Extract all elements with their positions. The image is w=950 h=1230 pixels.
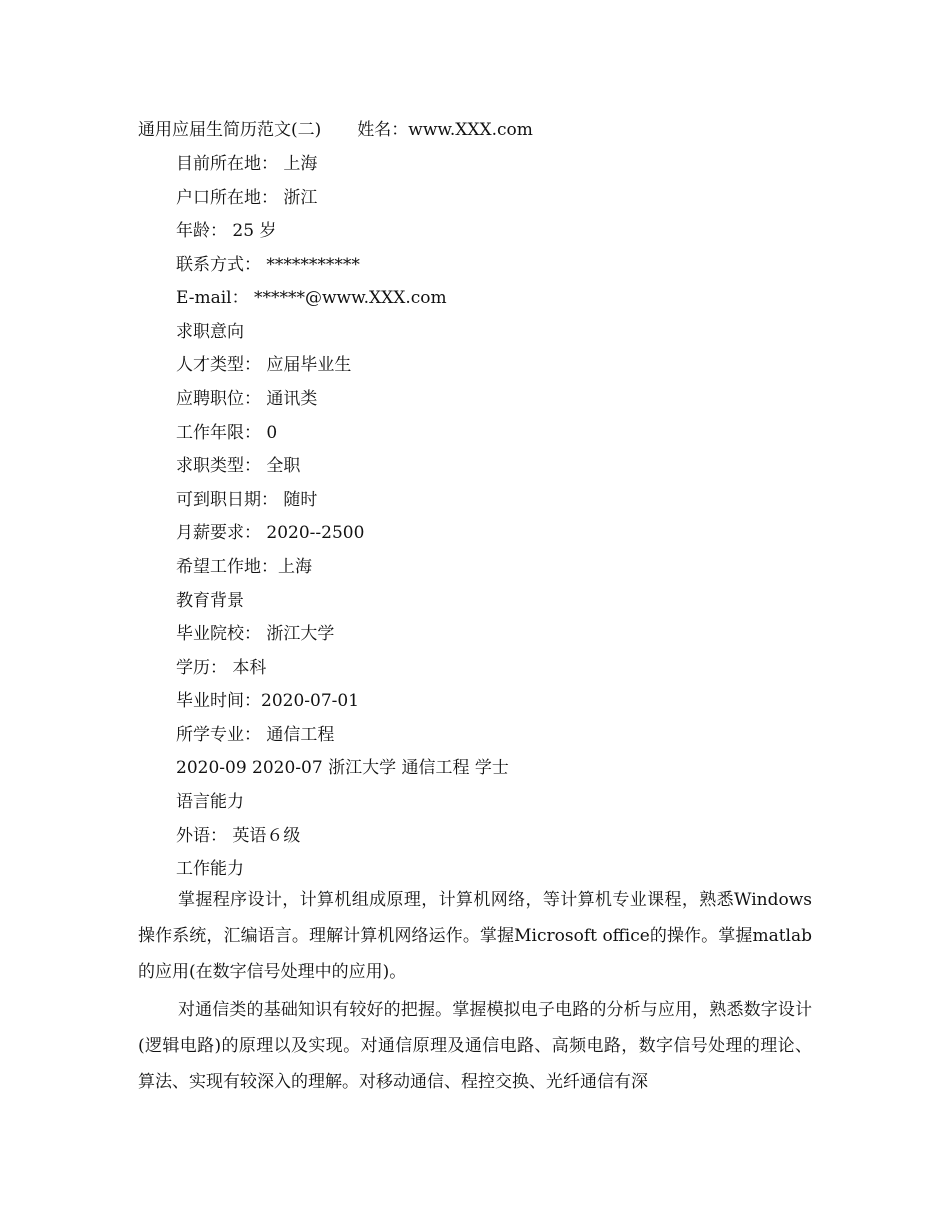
job-type: 求职类型： 全职 xyxy=(176,456,301,476)
contact: 联系方式： *********** xyxy=(176,255,360,275)
section-work-ability: 工作能力 xyxy=(176,859,244,879)
salary: 月薪要求： 2020--2500 xyxy=(176,523,365,543)
graduation-date: 毕业时间：2020-07-01 xyxy=(176,691,360,711)
document-title: 通用应届生简历范文(二) xyxy=(138,120,322,140)
education-record: 2020-09 2020-07 浙江大学 通信工程 学士 xyxy=(176,758,509,778)
start-date: 可到职日期： 随时 xyxy=(176,490,318,510)
degree: 学历： 本科 xyxy=(176,658,267,678)
desired-location: 希望工作地：上海 xyxy=(176,557,312,577)
section-job-intent: 求职意向 xyxy=(176,322,244,342)
title-line xyxy=(138,119,533,141)
talent-type: 人才类型： 应届毕业生 xyxy=(176,355,352,375)
foreign-language: 外语： 英语６级 xyxy=(176,826,301,846)
major: 所学专业： 通信工程 xyxy=(176,725,335,745)
age: 年龄： 25 岁 xyxy=(176,221,277,241)
ability-paragraph-2: 对通信类的基础知识有较好的把握。掌握模拟电子电路的分析与应用，熟悉数字设计(逻辑电路)的原理以及实现。对通信原理及通信电路、高频电路，数字信号处理的理论、算法、实现有较深入的理解。对移动通信、程控交换、光纤通信有深 xyxy=(138,1000,812,1092)
current-location: 目前所在地： 上海 xyxy=(176,154,318,174)
applied-position: 应聘职位： 通讯类 xyxy=(176,389,318,409)
work-years: 工作年限： 0 xyxy=(176,423,278,443)
section-language: 语言能力 xyxy=(176,792,244,812)
email: E-mail： ******@www.XXX.com xyxy=(176,288,447,308)
name-label: 姓名： xyxy=(357,120,409,140)
hukou-location: 户口所在地： 浙江 xyxy=(176,188,318,208)
section-education: 教育背景 xyxy=(176,591,244,611)
school: 毕业院校： 浙江大学 xyxy=(176,624,335,644)
ability-paragraph-1: 掌握程序设计，计算机组成原理，计算机网络，等计算机专业课程，熟悉Windows操作系统，汇编语言。理解计算机网络运作。掌握Microsoft office的操作。掌握matlab的应用(在数字信号处理中的应用)。 xyxy=(138,890,812,982)
name-value: www.XXX.com xyxy=(408,120,533,140)
